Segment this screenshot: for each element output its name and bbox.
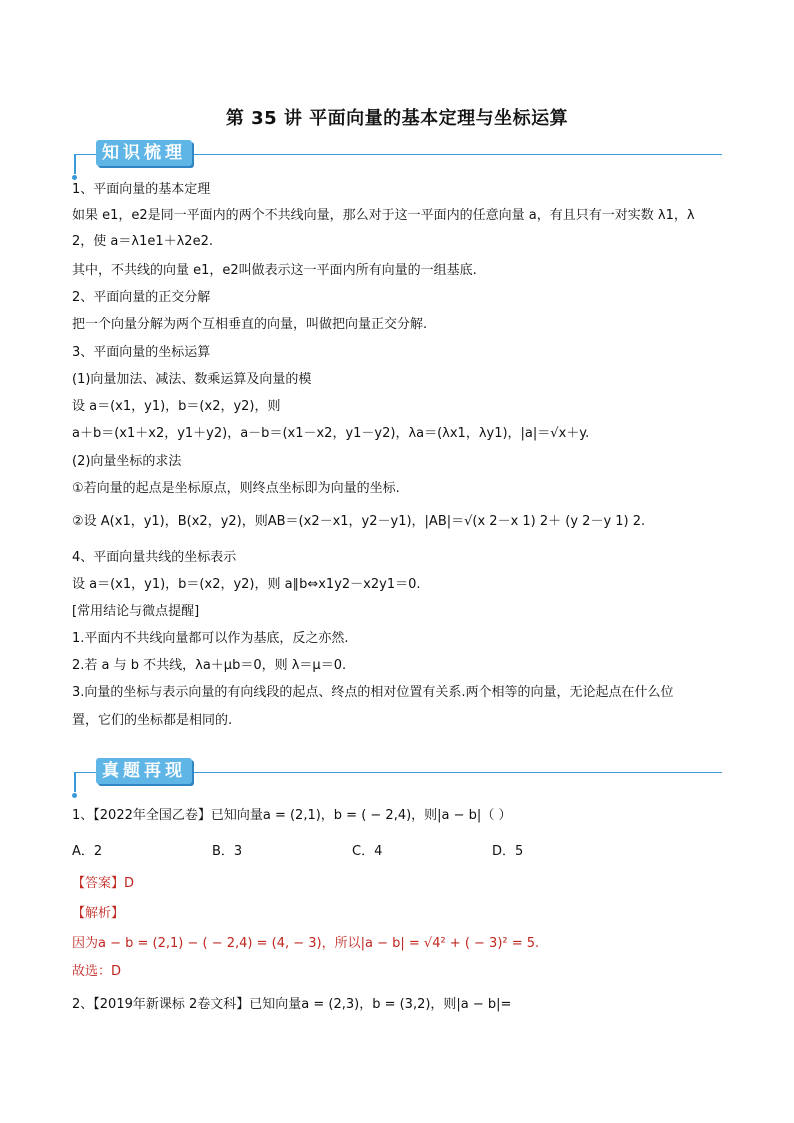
conclusion-text: 故选：D <box>72 964 122 979</box>
section-dot-icon <box>72 793 77 798</box>
question-1-options <box>72 843 632 861</box>
section-header-knowledge <box>74 138 722 168</box>
tip-2: 2.若 a 与 b 不共线，λa＋μb＝0，则 λ＝μ＝0. <box>72 658 347 673</box>
option-c: C．4 <box>352 844 383 859</box>
section-vertical-bar <box>74 154 76 174</box>
tip-3b: 置，它们的坐标都是相同的. <box>72 713 233 728</box>
section-dot-icon <box>72 175 77 180</box>
coordinate-method-2: ②设 A(x1，y1)，B(x2，y2)，则AB＝(x2－x1，y2－y1)，|AB|＝√(x 2－x 1) 2＋ (y 2－y 1) 2. <box>72 514 646 529</box>
option-a: A．2 <box>72 844 103 859</box>
section-label: 知识梳理 <box>96 140 192 166</box>
heading-theorem: 1、平面向量的基本定理 <box>72 182 211 197</box>
orthogonal-text: 把一个向量分解为两个互相垂直的向量，叫做把向量正交分解. <box>72 317 428 332</box>
section-header-problems <box>74 756 722 786</box>
operations-formulas: a＋b＝(x1＋x2，y1＋y2)，a－b＝(x1－x2，y1－y2)，λa＝(λx1，λy1)，|a|＝√x＋y. <box>72 426 590 441</box>
coordinate-method-1: ①若向量的起点是坐标原点，则终点坐标即为向量的坐标. <box>72 481 400 496</box>
heading-collinear: 4、平面向量共线的坐标表示 <box>72 550 237 565</box>
section-vertical-bar <box>74 772 76 792</box>
theorem-text-3: 其中，不共线的向量 e1，e2叫做表示这一平面内所有向量的一组基底. <box>72 263 477 278</box>
section-label: 真题再现 <box>96 758 192 784</box>
heading-tips: [常用结论与微点提醒] <box>72 604 200 619</box>
tip-3a: 3.向量的坐标与表示向量的有向线段的起点、终点的相对位置有关系.两个相等的向量，无论起点在什么位 <box>72 685 674 700</box>
page-title: 第 35 讲 平面向量的基本定理与坐标运算 <box>225 108 569 129</box>
question-1: 1、【2022年全国乙卷】已知向量a = (2,1)，b = ( − 2,4)，则|a − b|（ ） <box>72 808 512 823</box>
tip-1: 1.平面内不共线向量都可以作为基底，反之亦然. <box>72 631 349 646</box>
answer-label: 【答案】D <box>72 876 135 891</box>
question-2: 2、【2019年新课标 2卷文科】已知向量a = (2,3)，b = (3,2)，则|a − b|= <box>72 997 512 1012</box>
operations-setup: 设 a＝(x1，y1)，b＝(x2，y2)，则 <box>72 399 281 414</box>
theorem-text-1: 如果 e1，e2是同一平面内的两个不共线向量，那么对于这一平面内的任意向量 a，有且只有一对实数 λ1，λ <box>72 208 695 223</box>
heading-coordinates: 3、平面向量的坐标运算 <box>72 345 211 360</box>
analysis-label: 【解析】 <box>72 906 125 921</box>
theorem-text-2: 2，使 a＝λ1e1＋λ2e2. <box>72 234 213 249</box>
subheading-operations: (1)向量加法、减法、数乘运算及向量的模 <box>72 372 312 387</box>
option-b: B．3 <box>212 844 243 859</box>
subheading-coordinate-method: (2)向量坐标的求法 <box>72 454 182 469</box>
option-d: D．5 <box>492 844 524 859</box>
heading-orthogonal: 2、平面向量的正交分解 <box>72 290 211 305</box>
collinear-text: 设 a＝(x1，y1)，b＝(x2，y2)，则 a∥b⇔x1y2－x2y1＝0. <box>72 577 421 592</box>
analysis-text: 因为a − b = (2,1) − ( − 2,4) = (4, − 3)，所以|a − b| = √4² + ( − 3)² = 5. <box>72 936 540 951</box>
